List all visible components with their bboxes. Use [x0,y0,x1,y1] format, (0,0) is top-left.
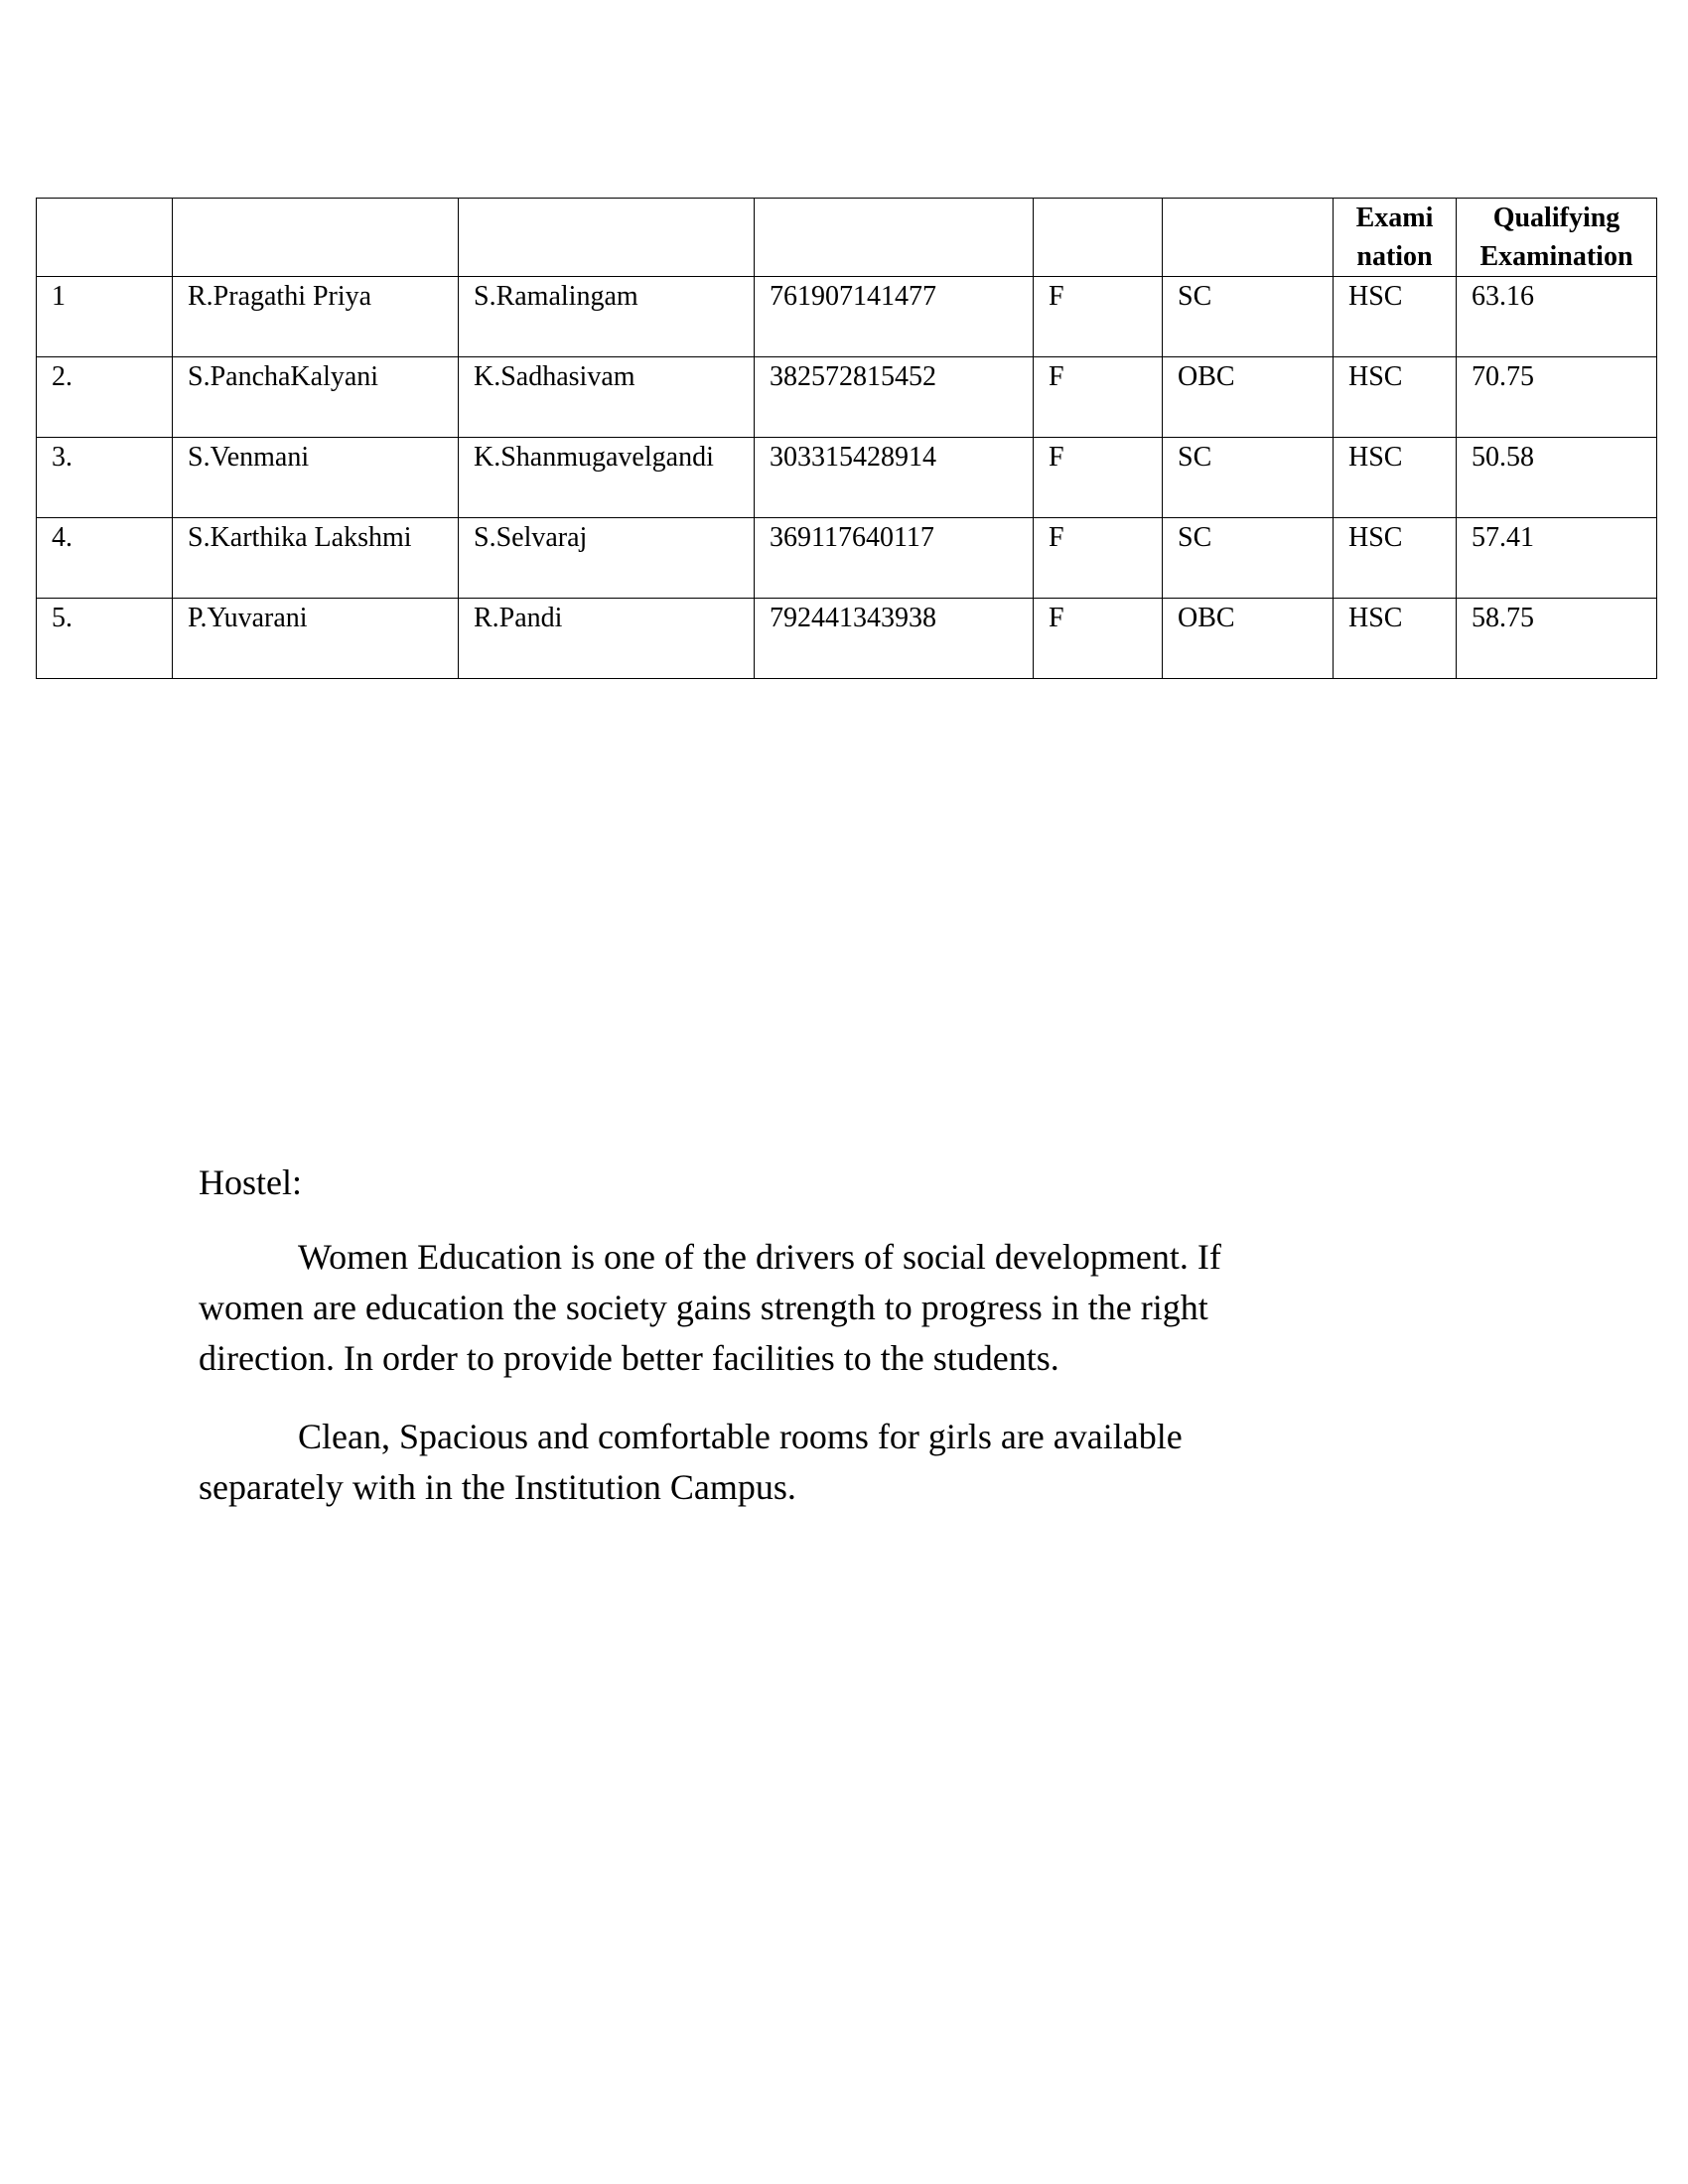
header-cell [173,199,459,277]
header-cell [1034,199,1163,277]
serial-number-cell: 2. [37,357,173,438]
serial-number-cell: 1 [37,277,173,357]
header-cell [755,199,1034,277]
id-number-cell: 369117640117 [755,518,1034,599]
header-cell [1163,199,1334,277]
gender-cell: F [1034,599,1163,679]
examination-cell: HSC [1334,357,1457,438]
table-row [37,518,1657,599]
student-name-cell: S.Karthika Lakshmi [173,518,459,599]
id-number-cell: 303315428914 [755,438,1034,518]
student-name-cell: S.Venmani [173,438,459,518]
section-heading: Hostel: [199,1162,302,1202]
id-number-cell: 792441343938 [755,599,1034,679]
hostel-paragraph: Women Education is one of the drivers of social development. If women are education the society gains strength to progress in the right direction. In order to provide better facilities to the students. [199,1237,1221,1378]
student-name-cell: R.Pragathi Priya [173,277,459,357]
category-cell: SC [1163,277,1334,357]
examination-cell: HSC [1334,518,1457,599]
gender-cell: F [1034,518,1163,599]
category-cell: SC [1163,438,1334,518]
examination-cell: HSC [1334,438,1457,518]
category-cell: OBC [1163,357,1334,438]
hostel-section [199,1157,1331,1513]
parent-name-cell: R.Pandi [459,599,755,679]
header-cell [37,199,173,277]
serial-number-cell: 5. [37,599,173,679]
parent-name-cell: K.Shanmugavelgandi [459,438,755,518]
student-name-cell: S.PanchaKalyani [173,357,459,438]
gender-cell: F [1034,277,1163,357]
gender-cell: F [1034,438,1163,518]
serial-number-cell: 4. [37,518,173,599]
parent-name-cell: S.Selvaraj [459,518,755,599]
category-cell: OBC [1163,599,1334,679]
parent-name-cell: K.Sadhasivam [459,357,755,438]
table-row [37,357,1657,438]
parent-name-cell: S.Ramalingam [459,277,755,357]
id-number-cell: 382572815452 [755,357,1034,438]
table-row [37,599,1657,679]
category-cell: SC [1163,518,1334,599]
student-table [36,198,1657,679]
qualifying-marks-cell: 50.58 [1457,438,1657,518]
table-header-row [37,199,1657,277]
examination-cell: HSC [1334,277,1457,357]
header-cell-examination: Exami nation [1334,199,1457,277]
qualifying-marks-cell: 57.41 [1457,518,1657,599]
student-name-cell: P.Yuvarani [173,599,459,679]
header-cell-qualifying-examination: Qualifying Examination [1457,199,1657,277]
hostel-paragraph: Clean, Spacious and comfortable rooms for girls are available separately with in the Institution Campus. [199,1417,1183,1507]
table-row [37,438,1657,518]
table-row [37,277,1657,357]
qualifying-marks-cell: 58.75 [1457,599,1657,679]
header-cell [459,199,755,277]
qualifying-marks-cell: 70.75 [1457,357,1657,438]
gender-cell: F [1034,357,1163,438]
serial-number-cell: 3. [37,438,173,518]
qualifying-marks-cell: 63.16 [1457,277,1657,357]
examination-cell: HSC [1334,599,1457,679]
id-number-cell: 761907141477 [755,277,1034,357]
